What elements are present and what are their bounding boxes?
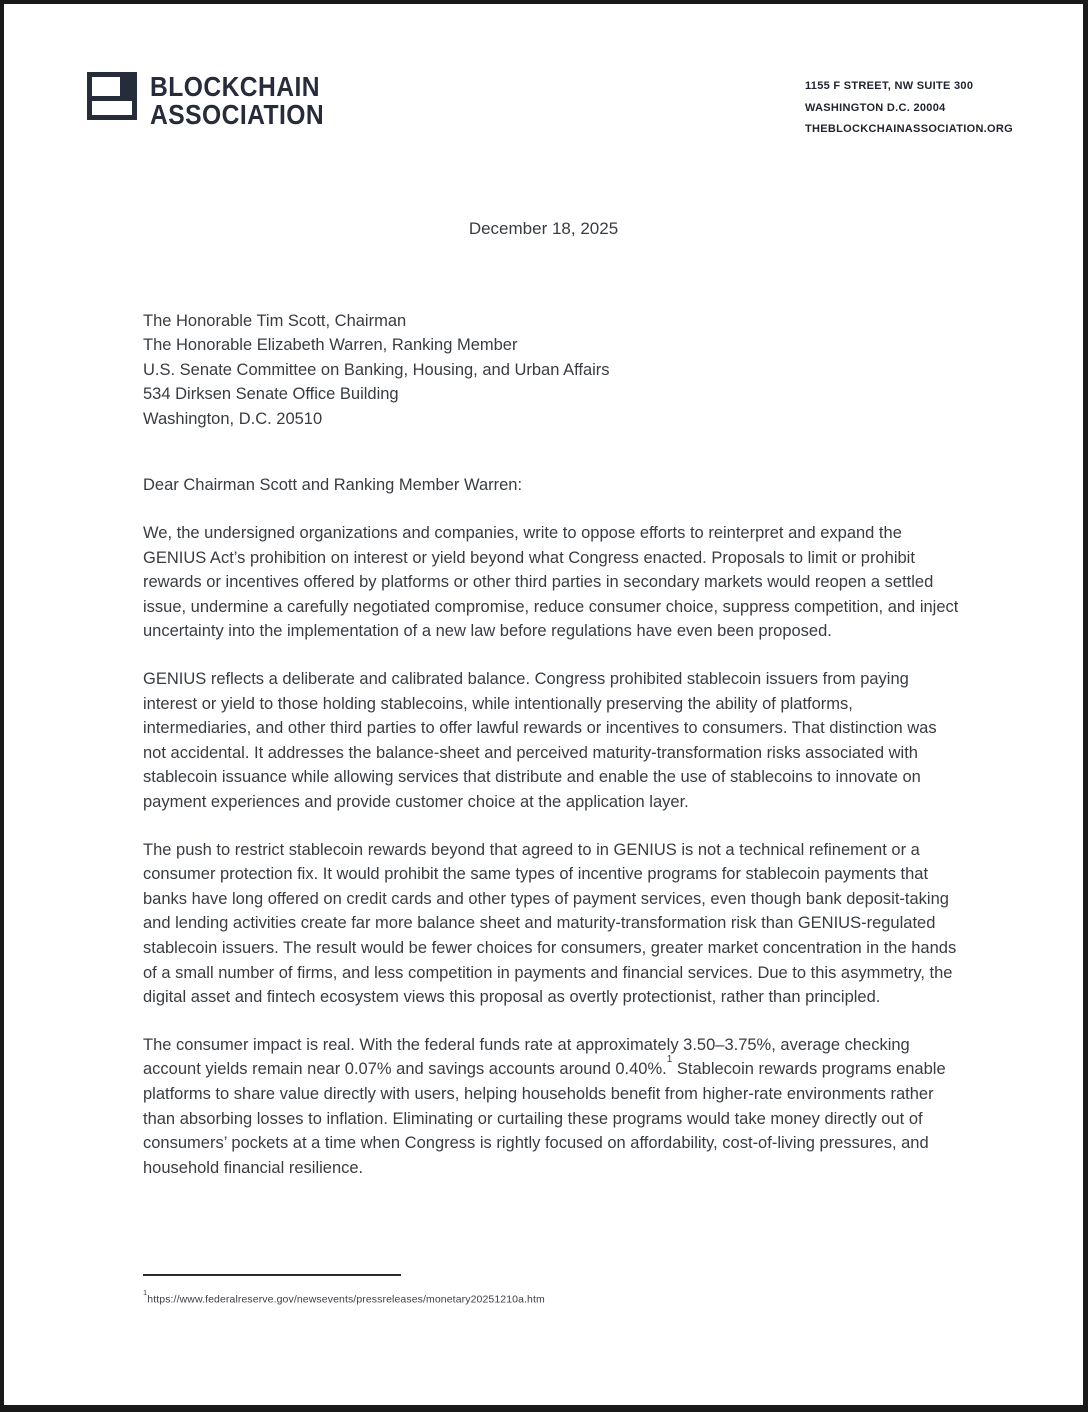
logo-wordmark-line1: BLOCKCHAIN — [150, 71, 321, 102]
paragraph-1: We, the undersigned organizations and companies, write to oppose efforts to reinterpret and expand the GENIUS Act’s prohibition on interest or yield beyond what Congress enacted. Proposals to limit or prohibit rewards or incentives offered by platforms or other third parties in secondary markets would reopen a settled issue, undermine a carefully negotiated compromise, reduce consumer choice, suppress competition, and inject uncertainty into the implementation of a new law before regulations have even been proposed. — [143, 524, 959, 641]
address-street: 1155 F STREET, NW SUITE 300 — [804, 80, 974, 92]
logo-wordmark-line2: ASSOCIATION — [150, 99, 325, 130]
recipient-line-5: Washington, D.C. 20510 — [143, 409, 323, 428]
recipient-block — [143, 309, 963, 432]
address-city: WASHINGTON D.C. 20004 — [804, 101, 946, 114]
footnote-separator — [143, 1274, 401, 1276]
letterhead-address — [805, 72, 1013, 141]
logo-wordmark — [150, 73, 324, 129]
recipient-line-3: U.S. Senate Committee on Banking, Housing, and Urban Affairs — [143, 360, 610, 379]
footnote-url[interactable]: https://www.federalreserve.gov/newsevents/pressreleases/monetary20251210a.htm — [147, 1293, 545, 1305]
paragraph-2: GENIUS reflects a deliberate and calibrated balance. Congress prohibited stablecoin issuers from paying interest or yield to those holding stablecoins, while intentionally preserving the ability of platforms, intermediaries, and other third parties to offer lawful rewards or incentives to consumers. That distinction was not accidental. It addresses the balance-sheet and perceived maturity-transformation risks associated with stablecoin issuance while allowing services that distribute and enable the use of stablecoins to innovate on payment experiences and provide customer choice at the application layer. — [143, 670, 937, 811]
letter-body — [4, 309, 1083, 1181]
footnote-reference-1: 1 — [666, 1053, 673, 1065]
logo-block-bottom — [92, 101, 132, 115]
address-website: THEBLOCKCHAINASSOCIATION.ORG — [804, 123, 1013, 135]
paragraph-4-text-before-footnote-ref: The consumer impact is real. With the federal funds rate at approximately 3.50–3.75%, average checking account yields remain near 0.07% and savings accounts around 0.40%. — [143, 1035, 910, 1079]
footnote-number: 1 — [143, 1287, 148, 1297]
footnote-1 — [143, 1287, 545, 1306]
blockchain-association-logo — [87, 72, 348, 129]
recipient-line-1: The Honorable Tim Scott, Chairman — [143, 311, 407, 330]
paragraph-3: The push to restrict stablecoin rewards beyond that agreed to in GENIUS is not a technical refinement or a consumer protection fix. It would prohibit the same types of incentive programs for stablecoin payments that banks have long offered on credit cards and other types of payment services, even though bank deposit-taking and lending activities create far more balance sheet and maturity-transformation risk than GENIUS-regulated stablecoin issuers. The result would be fewer choices for consumers, greater market concentration in the hands of a small number of firms, and less competition in payments and financial services. Due to this asymmetry, the digital asset and fintech ecosystem views this proposal as overtly protectionist, rather than principled. — [143, 840, 957, 1007]
blockchain-association-logo-icon — [87, 72, 137, 120]
letter-page — [4, 4, 1083, 1405]
footnote-area — [143, 1274, 545, 1306]
paragraph-4 — [143, 1033, 963, 1181]
paragraph-4-text-after-footnote-ref: Stablecoin rewards programs enable platforms to share value directly with users, helping households benefit from higher-rate environments rather than absorbing losses to inflation. Eliminating or curtailing these programs would take money directly out of consumers’ pockets at a time when Congress is rightly focused on affordability, cost-of-living pressures, and household financial resilience. — [143, 1060, 946, 1177]
salutation: Dear Chairman Scott and Ranking Member Warren: — [143, 476, 523, 495]
recipient-line-2: The Honorable Elizabeth Warren, Ranking Member — [143, 336, 518, 355]
logo-block-top — [92, 77, 120, 96]
letterhead — [4, 4, 1083, 141]
letter-date: December 18, 2025 — [468, 218, 619, 238]
recipient-line-4: 534 Dirksen Senate Office Building — [143, 385, 399, 404]
